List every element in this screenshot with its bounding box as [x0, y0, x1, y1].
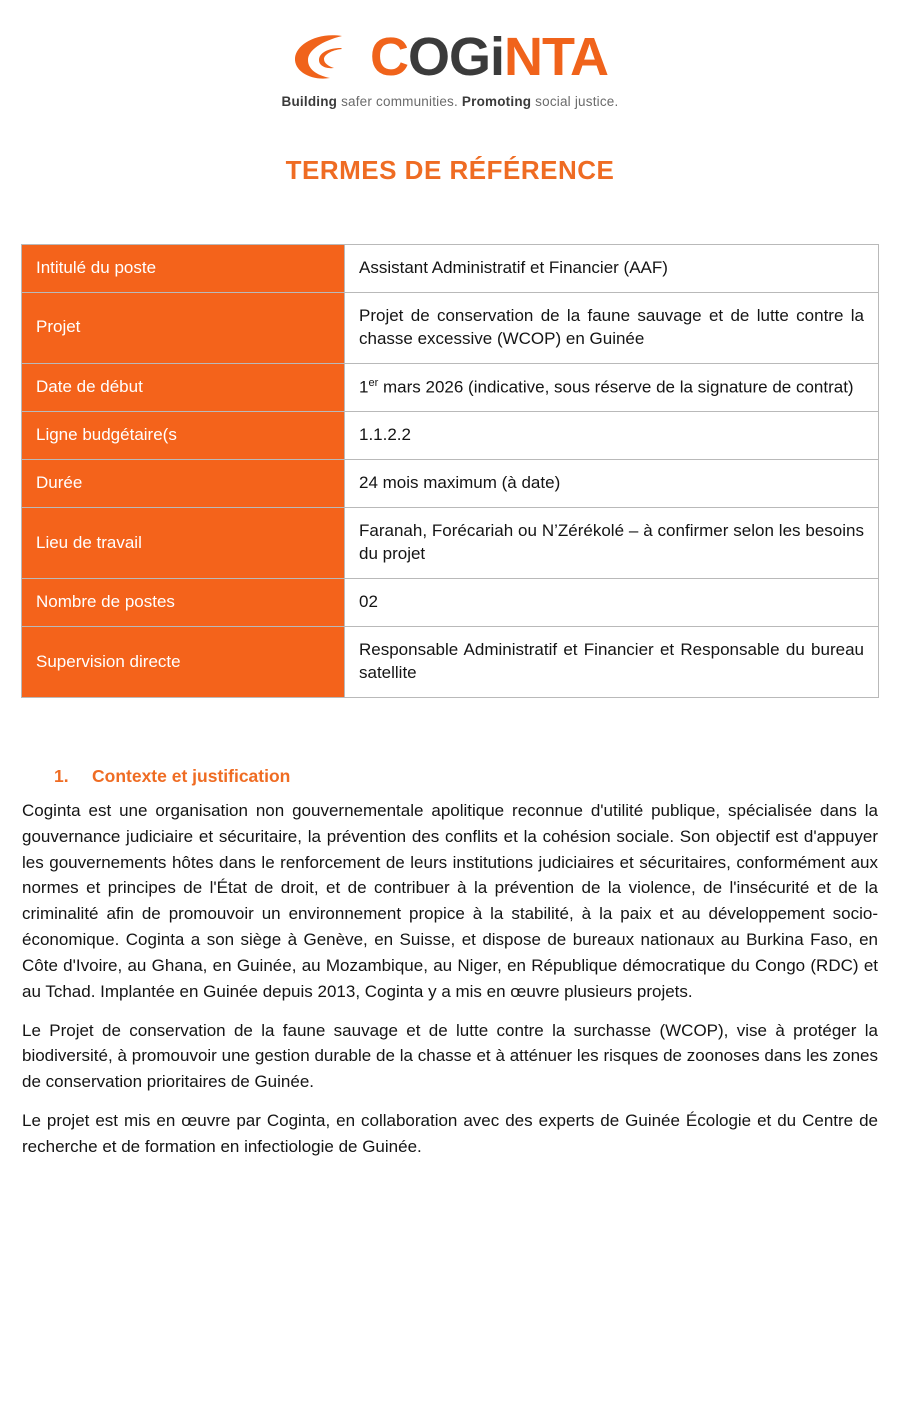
job-info-table [21, 244, 879, 698]
section-body [0, 798, 900, 1160]
paragraph: Le projet est mis en œuvre par Coginta, en collaboration avec des experts de Guinée Écologie et du Centre de recherche et de formation en infectiologie de Guinée. [22, 1111, 878, 1156]
table-row [22, 412, 879, 460]
section-number: 1. [54, 765, 69, 786]
tagline-bold-1: Building [281, 94, 338, 109]
paragraph: Coginta est une organisation non gouvernementale apolitique reconnue d'utilité publique, spécialisée dans la gouvernance judiciaire et sécuritaire, la prévention des conflits et la cohésion sociale. Son objectif est d'appuyer les gouvernements hôtes dans le renforcement de leurs institutions judiciaires et sécuritaires, conformément aux normes et principes de l'État de droit, et de contribuer à la prévention de la violence, de l'insécurité et de la criminalité afin de promouvoir un environnement propice à la stabilité, à la paix et au développement socio-économique. Coginta a son siège à Genève, en Suisse, et dispose de bureaux nationaux au Burkina Faso, en Côte d'Ivoire, au Ghana, en Guinée, au Mozambique, au Niger, en République démocratique du Congo (RDC) et au Tchad. Implantée en Guinée depuis 2013, Coginta y a mis en œuvre plusieurs projets. [22, 800, 878, 1001]
row-label-intitule-du-poste: Intitulé du poste [22, 245, 345, 293]
table-row [22, 245, 879, 293]
row-value-lieu-de-travail: Faranah, Forécariah ou N’Zérékolé – à confirmer selon les besoins du projet [345, 508, 879, 579]
row-value-ligne-budgetaire: 1.1.2.2 [345, 412, 879, 460]
tagline-text-1: safer communities. [337, 94, 462, 109]
section-heading-contexte [0, 766, 900, 787]
page-title: TERMES DE RÉFÉRENCE [285, 155, 615, 185]
row-value-duree: 24 mois maximum (à date) [345, 460, 879, 508]
logo-wordmark [370, 27, 608, 87]
date-value-sup: er [368, 376, 379, 389]
date-value-post: mars 2026 (indicative, sous réserve de la signature de contrat) [378, 377, 854, 397]
table-row [22, 627, 879, 698]
row-label-date-de-debut: Date de début [22, 363, 345, 412]
tagline-text-2: social justice. [531, 94, 619, 109]
table-row [22, 292, 879, 363]
row-value-projet: Projet de conservation de la faune sauvage et de lutte contre la chasse excessive (WCOP) en Guinée [345, 292, 879, 363]
row-value-intitule-du-poste: Assistant Administratif et Financier (AAF) [345, 245, 879, 293]
row-label-lieu-de-travail: Lieu de travail [22, 508, 345, 579]
logo-tagline [0, 94, 900, 109]
row-label-projet: Projet [22, 292, 345, 363]
row-label-duree: Durée [22, 460, 345, 508]
date-value-pre: 1 [359, 377, 369, 397]
logo-word-part1: C [370, 27, 408, 87]
table-row [22, 363, 879, 412]
row-label-supervision-directe: Supervision directe [22, 627, 345, 698]
table-row [22, 508, 879, 579]
section-title: Contexte et justification [92, 765, 291, 786]
table-row [22, 460, 879, 508]
paragraph: Le Projet de conservation de la faune sauvage et de lutte contre la surchasse (WCOP), vise à protéger la biodiversité, à promouvoir une gestion durable de la chasse et à atténuer les risques de zoonoses dans les zones de conservation prioritaires de Guinée. [22, 1020, 878, 1092]
row-value-date-de-debut [345, 363, 879, 412]
tagline-bold-2: Promoting [461, 94, 532, 109]
coginta-swoosh-logo-icon [292, 31, 366, 83]
row-label-ligne-budgetaire: Ligne budgétaire(s [22, 412, 345, 460]
row-value-nombre-de-postes: 02 [345, 579, 879, 627]
logo-block [0, 0, 900, 109]
row-label-nombre-de-postes: Nombre de postes [22, 579, 345, 627]
logo-row [292, 27, 608, 87]
row-value-supervision-directe: Responsable Administratif et Financier et Responsable du bureau satellite [345, 627, 879, 698]
table-row [22, 579, 879, 627]
logo-word-part2: OGi [408, 27, 505, 87]
logo-word-part3: NTA [504, 27, 608, 87]
